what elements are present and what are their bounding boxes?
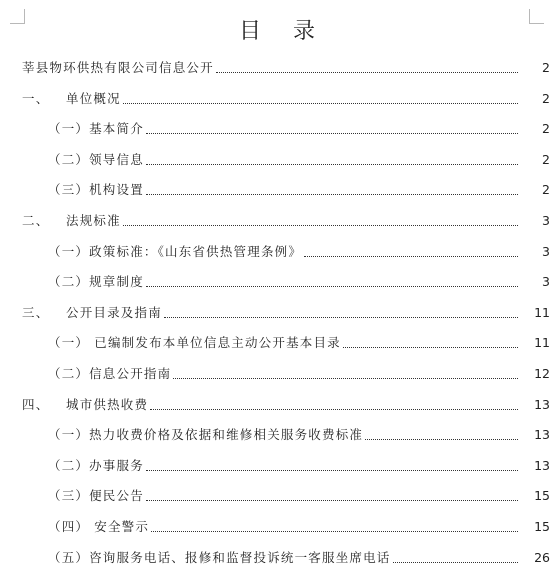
toc-entry-number: （五） — [48, 549, 90, 565]
toc-entry-text: 公开目录及指南 — [66, 304, 162, 320]
toc-entry-label — [22, 213, 121, 229]
toc-entry-text: 机构设置 — [89, 182, 144, 198]
toc-entry-page-number: 3 — [542, 213, 550, 228]
toc-entry-page-number: 2 — [542, 60, 550, 75]
toc-entry-page-number: 2 — [542, 121, 550, 137]
toc-entry[interactable] — [0, 454, 554, 474]
toc-entry-number: 三、 — [22, 304, 50, 320]
toc-entry-page-number: 2 — [542, 90, 550, 106]
toc-entry-label — [48, 335, 341, 351]
toc-entry[interactable] — [0, 484, 554, 504]
toc-entry-label — [22, 305, 162, 321]
dot-leader — [304, 256, 518, 257]
toc-entry[interactable] — [0, 515, 554, 535]
toc-entry-page-number: 15 — [534, 519, 550, 534]
toc-entry-number: （二） — [48, 151, 90, 167]
dot-leader — [393, 562, 518, 563]
toc-entry-label — [48, 182, 144, 198]
toc-entry-page-number: 3 — [542, 274, 550, 290]
toc-entry-label — [48, 458, 144, 474]
toc-entry-page-number: 13 — [534, 457, 550, 473]
toc-entry-label — [48, 244, 302, 260]
toc-entry-text: 办事服务 — [89, 457, 144, 473]
dot-leader — [146, 194, 518, 195]
toc-entry-label — [48, 427, 363, 443]
toc-entry[interactable] — [0, 362, 554, 382]
toc-entry-number: （一） — [48, 427, 90, 443]
toc-entry-label — [22, 60, 214, 76]
toc-entry-text: 便民公告 — [89, 488, 144, 504]
dot-leader — [151, 531, 518, 532]
toc-entry-number: （三） — [48, 488, 90, 504]
toc-entry-label — [48, 152, 144, 168]
toc-entry-number: （一） — [48, 243, 90, 259]
toc-entry-number: （二） — [48, 274, 90, 290]
toc-title: 目录 — [238, 19, 347, 44]
toc-entry-label — [48, 488, 144, 504]
toc-entry-text: 咨询服务电话、报修和监督投诉统一客服坐席电话 — [89, 549, 391, 565]
toc-entry-number: （三） — [48, 182, 90, 198]
toc-entry[interactable] — [0, 87, 554, 107]
toc-entry-label — [22, 91, 121, 107]
dot-leader — [146, 164, 518, 165]
toc-entry[interactable] — [0, 148, 554, 168]
toc-entry[interactable] — [0, 240, 554, 260]
toc-entry-text: 莘县物环供热有限公司信息公开 — [22, 60, 214, 75]
toc-entry-page-number: 11 — [534, 335, 550, 351]
toc-entry-number: 二、 — [22, 213, 50, 228]
dot-leader — [123, 103, 518, 104]
toc-entry-number: 一、 — [22, 90, 50, 106]
toc-entry-number: （二） — [48, 366, 90, 381]
dot-leader — [146, 286, 518, 287]
toc-entry[interactable] — [0, 393, 554, 413]
toc-entry-text: 政策标准：《山东省供热管理条例》 — [89, 243, 303, 259]
toc-entry-page-number: 2 — [542, 151, 550, 167]
toc-entry[interactable] — [0, 301, 554, 321]
toc-entry-number: （四） — [48, 519, 90, 534]
toc-entry[interactable] — [0, 423, 554, 443]
toc-entry-label — [48, 519, 149, 535]
toc-entry-text: 已编制发布本单位信息主动公开基本目录 — [89, 335, 341, 351]
toc-entry-label — [48, 550, 391, 566]
toc-entry-page-number: 13 — [534, 427, 550, 443]
toc-entry[interactable] — [0, 270, 554, 290]
toc-entry-text: 热力收费价格及依据和维修相关服务收费标准 — [89, 427, 364, 443]
toc-entry-number: （一） — [48, 121, 90, 137]
toc-entry-page-number: 12 — [534, 366, 550, 381]
toc-entry-page-number: 13 — [534, 396, 550, 412]
toc-entry-number: 四、 — [22, 396, 50, 412]
toc-entry-label — [48, 274, 144, 290]
toc-entry-label — [48, 121, 144, 137]
toc-entry-text: 规章制度 — [89, 274, 144, 290]
toc-entry[interactable] — [0, 546, 554, 566]
dot-leader — [173, 378, 518, 379]
toc-entry-text: 领导信息 — [89, 151, 144, 167]
toc-entry-text: 单位概况 — [66, 90, 121, 106]
toc-entry[interactable] — [0, 178, 554, 198]
toc-entry[interactable] — [0, 56, 554, 76]
toc-entry-label — [48, 366, 171, 382]
dot-leader — [164, 317, 518, 318]
toc-entry-text: 法规标准 — [66, 213, 121, 228]
toc-entry-page-number: 15 — [534, 488, 550, 504]
toc-entry-number: （一） — [48, 335, 90, 351]
toc-entry-text: 信息公开指南 — [89, 366, 172, 381]
dot-leader — [365, 439, 518, 440]
toc-entry-page-number: 3 — [542, 243, 550, 259]
dot-leader — [216, 72, 518, 73]
dot-leader — [146, 133, 518, 134]
toc-entry-text: 安全警示 — [89, 519, 150, 534]
dot-leader — [343, 347, 518, 348]
toc-entry[interactable] — [0, 117, 554, 137]
toc-entry-number: （二） — [48, 457, 90, 473]
toc-entry-page-number: 11 — [534, 304, 550, 320]
dot-leader — [150, 409, 518, 410]
toc-entry-text: 城市供热收费 — [66, 396, 149, 412]
dot-leader — [123, 225, 518, 226]
toc-entry-label — [22, 397, 148, 413]
toc-entry-text: 基本简介 — [89, 121, 144, 137]
dot-leader — [146, 500, 518, 501]
toc-entry-page-number: 2 — [542, 182, 550, 198]
toc-entry[interactable] — [0, 209, 554, 229]
toc-entry[interactable] — [0, 331, 554, 351]
dot-leader — [146, 470, 518, 471]
toc-entry-page-number: 26 — [534, 549, 550, 565]
